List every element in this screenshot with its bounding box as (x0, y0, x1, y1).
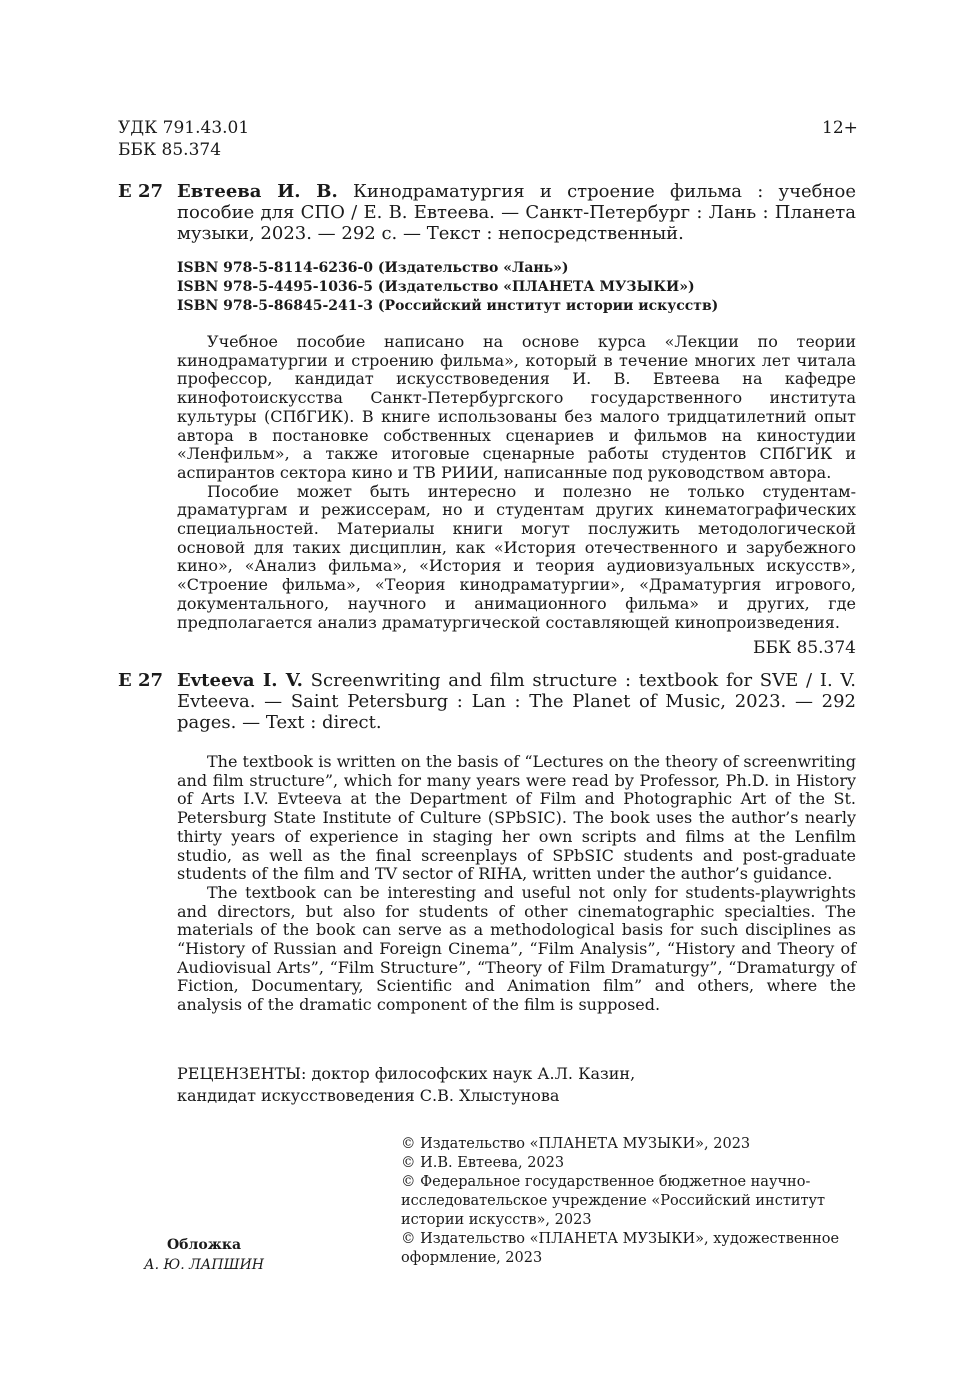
isbn-riii: ISBN 978-5-86845-241-3 (Российский институт истории искусств) (177, 298, 719, 314)
copyright-line: © Издательство «ПЛАНЕТА МУЗЫКИ», художественное оформление, 2023 (401, 1231, 840, 1266)
record-text-ru: Кинодраматургия и строение фильма : учебное пособие для СПО / Е. В. Евтеева. — Санкт-Петербург : Лань : Планета музыки, 2023. — 292 с. — Текст : непосредственный. (177, 181, 856, 244)
cover-designer: А. Ю. ЛАПШИН (144, 1257, 264, 1273)
abstract-en (177, 753, 856, 1015)
abstract-ru-p1: Учебное пособие написано на основе курса «Лекции по теории кинодраматургии и строению фильма», который в течение многих лет читала профессор, кандидат искусствоведения И. В. Евтеева на кафедре кинофотоискусства Санкт-Петербургского государственного института культуры (СПбГИК). В книге использованы без малого тридцатилетний опыт автора в постановке собственных сценариев и фильмов на киностудии «Ленфильм», а также итоговые сценарные работы студентов СПбГИК и аспирантов сектора кино и ТВ РИИИ, написанные под руководством автора. (177, 332, 856, 482)
bib-record-ru (177, 181, 856, 244)
reviewers-line-2: кандидат искусствоведения С.В. Хлыстунова (177, 1086, 560, 1105)
copyright-block (401, 1135, 856, 1268)
abstract-ru (177, 333, 856, 632)
copyright-line: © Федеральное государственное бюджетное научно-исследовательское учреждение «Российский институт истории искусств», 2023 (401, 1174, 826, 1228)
shelf-mark-en: Е 27 (118, 670, 164, 691)
record-text-en: Screenwriting and film structure : textbook for SVE / I. V. Evteeva. — Saint Petersburg : Lan : The Planet of Music, 2023. — 292 pages. — Text : direct. (177, 670, 857, 733)
copyright-line: © И.В. Евтеева, 2023 (401, 1155, 565, 1171)
bbk-code: ББК 85.374 (118, 140, 222, 160)
isbn-planet: ISBN 978-5-4495-1036-5 (Издательство «ПЛАНЕТА МУЗЫКИ») (177, 279, 695, 295)
isbn-list (177, 259, 856, 316)
bbk-repeat: ББК 85.374 (752, 638, 856, 658)
abstract-ru-p2: Пособие может быть интересно и полезно не только студентам-драматургам и режиссерам, но и студентам других кинематографических специальностей. Материалы книги могут послужить методологической основой для таких дисциплин, как «История отечественного и зарубежного кино», «Анализ фильма», «История и теория аудиовизуальных искусств», «Строение фильма», «Теория кинодраматургии», «Драматургия игрового, документального, научного и анимационного фильма» и других, где предполагается анализ драматургической составляющей кинопроизведения. (177, 481, 856, 632)
abstract-en-p2: The textbook can be interesting and useful not only for students-playwrights and directors, but also for students of other cinematographic specialties. The materials of the book can serve as a methodological basis for such disciplines as “History of Russian and Foreign Cinema”, “Film Analysis”, “History and Theory of Audiovisual Arts”, “Film Structure”, “Theory of Film Dramaturgy”, “Dramaturgy of Fiction, Documentary, Scientific and Animation film” and others, where the analysis of the dramatic component of the film is supposed. (177, 882, 856, 1015)
reviewers (177, 1063, 856, 1107)
age-rating: 12+ (822, 118, 858, 138)
abstract-en-p1: The textbook is written on the basis of “Lectures on the theory of screenwriting and film structure”, which for many years were read by Professor, Ph.D. in History of Arts I.V. Evteeva at the Department of Film and Photographic Art of the St. Petersburg State Institute of Culture (SPbSIC). The book uses the author’s nearly thirty years of experience in staging her own scripts and films at the Lenfilm studio, as well as the final screenplays of SPbSIC students and post-graduate students of the film and TV sector of RIHA, written under the author’s guidance. (177, 752, 856, 884)
cover-credit (118, 1235, 290, 1275)
copyright-line: © Издательство «ПЛАНЕТА МУЗЫКИ», 2023 (401, 1136, 751, 1152)
isbn-lan: ISBN 978-5-8114-6236-0 (Издательство «Лань») (177, 260, 569, 276)
shelf-mark-ru: Е 27 (118, 181, 164, 202)
bib-record-en (177, 670, 856, 733)
udk-code: УДК 791.43.01 (118, 118, 250, 138)
author-en: Evteeva I. V. (177, 670, 303, 691)
author-ru: Евтеева И. В. (177, 181, 338, 202)
reviewers-line-1: РЕЦЕНЗЕНТЫ: доктор философских наук А.Л. Казин, (177, 1064, 636, 1083)
cover-title: Обложка (166, 1237, 242, 1253)
